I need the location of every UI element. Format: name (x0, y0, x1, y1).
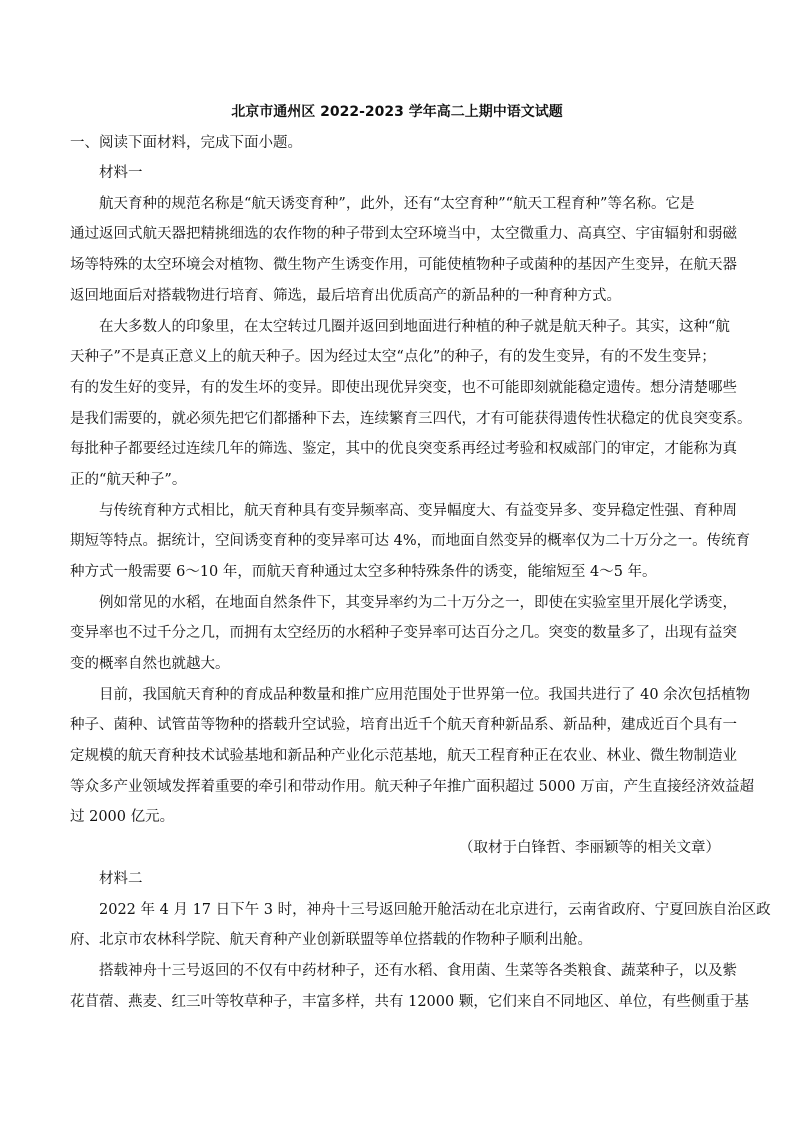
text-line: 正的“航天种子”。 (70, 472, 187, 488)
material-heading: 材料一 (99, 165, 143, 181)
text-line: 每批种子都要经过连续几年的筛选、鉴定，其中的优良突变系再经过考验和权威部门的审定，才能称为真 (70, 441, 737, 457)
material-heading: 材料二 (99, 871, 143, 887)
text-line: 例如常见的水稻，在地面自然条件下，其变异率约为二十万分之一，即使在实验室里开展化学诱变， (99, 595, 737, 611)
text-line: 航天育种的规范名称是“航天诱变育种”，此外，还有“太空育种”“航天工程育种”等名称。它是 (99, 196, 695, 212)
text-line: 目前，我国航天育种的育成品种数量和推广应用范围处于世界第一位。我国共进行了 40 余次包括植物 (99, 687, 751, 703)
text-line: 与传统育种方式相比，航天育种具有变异频率高、变异幅度大、有益变异多、变异稳定性强、育种周 (99, 503, 737, 519)
text-line: 期短等特点。据统计，空间诱变育种的变异率可达 4%，而地面自然变异的概率仅为二十万分之一。传统育 (70, 533, 751, 549)
text-line: 通过返回式航天器把精挑细选的农作物的种子带到太空环境当中，太空微重力、高真空、宇宙辐射和弱磁 (70, 226, 737, 242)
text-line: 天种子”不是真正意义上的航天种子。因为经过太空“点化”的种子，有的发生变异，有的不发生变异； (70, 349, 716, 365)
section-heading: 一、阅读下面材料，完成下面小题。 (70, 135, 302, 151)
text-line: 府、北京市农林科学院、航天育种产业创新联盟等单位搭载的作物种子顺利出舱。 (70, 932, 592, 948)
text-line: 种方式一般需要 6～10 年，而航天育种通过太空多种特殊条件的诱变，能缩短至 4～5 年。 (70, 564, 657, 580)
text-line: 变的概率自然也就越大。 (70, 656, 230, 672)
document-title: 北京市通州区 2022-2023 学年高二上期中语文试题 (231, 104, 563, 120)
text-line: 等众多产业领域发挥着重要的牵引和带动作用。航天种子年推广面积超过 5000 万亩，产生直接经济效益超 (70, 779, 755, 795)
text-line: 花苜蓿、燕麦、红三叶等牧草种子，丰富多样，共有 12000 颗，它们来自不同地区、单位，有些侧重于基 (70, 994, 749, 1010)
text-line: 变异率也不过千分之几，而拥有太空经历的水稻种子变异率可达百分之几。突变的数量多了，出现有益突 (70, 625, 737, 641)
text-line: 定规模的航天育种技术试验基地和新品种产业化示范基地，航天工程育种正在农业、林业、微生物制造业 (70, 748, 737, 764)
text-line: 种子、菌种、试管苗等物种的搭载升空试验，培育出近千个航天育种新品系、新品种，建成近百个具有一 (70, 717, 737, 733)
text-line: 返回地面后对搭载物进行培育、筛选，最后培育出优质高产的新品种的一种育种方式。 (70, 288, 621, 304)
text-line: 有的发生好的变异，有的发生坏的变异。即使出现优异突变，也不可能即刻就能稳定遗传。想分清楚哪些 (70, 380, 737, 396)
text-line: 场等特殊的太空环境会对植物、微生物产生诱变作用，可能使植物种子或菌种的基因产生变异，在航天器 (70, 257, 737, 273)
source-citation: （取材于白锋哲、李丽颖等的相关文章） (459, 840, 720, 856)
text-line: 2022 年 4 月 17 日下午 3 时，神舟十三号返回舱开舱活动在北京进行，云南省政府、宁夏回族自治区政 (99, 902, 771, 918)
text-line: 是我们需要的，就必须先把它们都播种下去，连续繁育三四代，才有可能获得遗传性状稳定的优良突变系。 (70, 411, 752, 427)
text-line: 过 2000 亿元。 (70, 809, 175, 825)
text-line: 搭载神舟十三号返回的不仅有中药材种子，还有水稻、食用菌、生菜等各类粮食、蔬菜种子，以及紫 (99, 963, 737, 979)
text-line: 在大多数人的印象里，在太空转过几圈并返回到地面进行种植的种子就是航天种子。其实，这种“航 (99, 319, 730, 335)
